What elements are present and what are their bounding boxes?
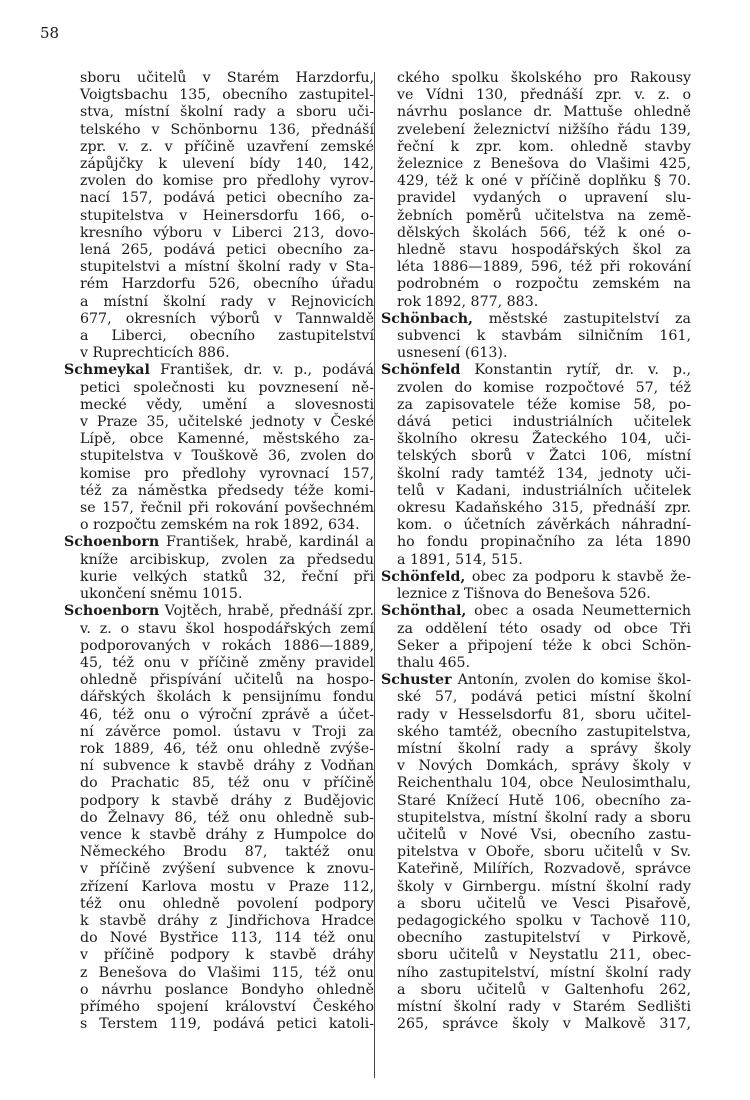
entry-heading: Schönbach, — [381, 310, 473, 327]
text-line — [64, 190, 374, 207]
line-text: zvolen do komise pro předlohy vyrov- — [80, 173, 374, 190]
line-text: ské 57, podává petici místní školní — [397, 689, 691, 706]
text-line — [64, 603, 374, 620]
line-text: řeční k zpr. kom. ohledně stavby — [397, 138, 691, 155]
text-line — [64, 362, 374, 379]
line-text: přímého spojení království Českého — [80, 998, 374, 1015]
text-line — [64, 552, 374, 569]
line-text: mecké vědy, umění a slovesnosti — [80, 396, 374, 413]
text-line — [381, 827, 691, 844]
line-text: Lípě, obce Kamenné, městského za- — [80, 431, 374, 448]
line-text: železnice z Benešova do Vlašimi 425, — [397, 156, 691, 173]
text-line — [64, 517, 374, 534]
line-text: kresního výboru v Liberci 213, dovo- — [80, 224, 374, 241]
line-text: 46, též onu o výroční zprávě a účet- — [80, 706, 374, 723]
text-line — [381, 139, 691, 156]
entry-heading: Schönfeld, — [381, 568, 466, 585]
line-text: komise pro předlohy vyrovnací 157, — [80, 465, 374, 482]
line-text: školní rady tamtéž 134, jednoty uči- — [397, 465, 691, 482]
text-line — [381, 208, 691, 225]
text-line — [381, 896, 691, 913]
text-line — [381, 242, 691, 259]
text-line — [64, 70, 374, 87]
text-line — [381, 913, 691, 930]
text-line — [381, 810, 691, 827]
text-line — [64, 689, 374, 706]
text-line — [381, 638, 691, 655]
line-text: návrhu poslance dr. Mattuše ohledně — [397, 104, 691, 121]
line-text: a místní školní rady v Rejnovicích — [80, 293, 374, 310]
entry-heading: Schoenborn — [64, 534, 160, 551]
line-text: kom. o účetních závěrkách náhradní- — [397, 517, 691, 534]
line-text: pravidel vydaných o upravení slu- — [397, 190, 691, 207]
text-line — [64, 741, 374, 758]
line-text: podporovaných v rokách 1886—1889, — [80, 637, 374, 654]
line-text: ve Vídni 130, přednáší zpr. v. z. o — [397, 87, 691, 104]
line-text: obec za podporu k stavbě že- — [465, 568, 691, 585]
entry-heading: Schönfeld — [381, 362, 461, 379]
text-line — [381, 879, 691, 896]
line-text: a 1891, 514, 515. — [397, 551, 523, 568]
text-line — [64, 638, 374, 655]
text-line — [381, 362, 691, 379]
line-text: zřízení Karlova mostu v Praze 112, — [80, 878, 374, 895]
line-text: do Nové Bystřice 113, 114 též onu — [80, 930, 374, 947]
text-line — [381, 156, 691, 173]
text-line — [64, 87, 374, 104]
line-text: sboru učitelů v Neystatlu 211, obec- — [397, 947, 691, 964]
line-text: sboru učitelů v Starém Harzdorfu, — [80, 70, 374, 86]
line-text: Konstantin rytíř, dr. v. p., — [460, 362, 691, 379]
line-text: zvelebení železnictví nižšího řádu 139, — [397, 121, 691, 138]
line-text: rok 1889, 46, též onu ohledně zvýše- — [80, 740, 374, 757]
line-text: thalu 465. — [397, 654, 471, 671]
text-line — [64, 345, 374, 362]
line-text: stupitelstva, místní školní rady a sboru — [397, 809, 691, 826]
line-text: František, hrabě, kardinál a — [159, 534, 374, 551]
text-line — [64, 483, 374, 500]
line-text: stva, místní školní rady a sboru uči- — [80, 104, 374, 121]
line-text: do Želnavy 86, též onu ohledně sub- — [80, 809, 374, 826]
text-line — [381, 259, 691, 276]
text-line — [64, 397, 374, 414]
line-text: subvenci k stavbám silničním 161, — [397, 328, 691, 345]
line-text: dělských školách 566, též k oné o- — [397, 224, 691, 241]
line-text: stupitelstva v Touškově 36, zvolen do — [80, 448, 374, 465]
line-text: petici společnosti ku povznesení ně- — [80, 379, 374, 396]
text-line — [381, 345, 691, 362]
page-number: 58 — [40, 24, 60, 42]
column-divider — [374, 72, 375, 1078]
text-line — [64, 724, 374, 741]
line-text: 265, správce školy v Malkově 317, — [397, 1016, 691, 1033]
text-line — [64, 294, 374, 311]
text-line — [381, 844, 691, 861]
line-text: kníže arcibiskup, zvolen za předsedu — [80, 551, 374, 568]
line-text: stupitelstva v Heinersdorfu 166, o- — [80, 207, 374, 224]
line-text: rady v Hesselsdorfu 81, sboru učitel- — [397, 706, 691, 723]
text-line — [381, 397, 691, 414]
line-text: žebních poměrů učitelstva na země- — [397, 207, 691, 224]
text-line — [381, 793, 691, 810]
text-line — [381, 466, 691, 483]
line-text: dává petici industriálních učitelek — [397, 414, 691, 431]
text-line — [381, 672, 691, 689]
text-line — [381, 448, 691, 465]
line-text: telských sborů v Žatci 106, místní — [397, 448, 691, 465]
text-line — [64, 913, 374, 930]
text-line — [381, 982, 691, 999]
line-text: místní školní rady v Starém Sedlišti — [397, 998, 691, 1015]
text-line — [381, 534, 691, 551]
text-line — [64, 861, 374, 878]
line-text: v příčině podpory k stavbě dráhy — [80, 947, 374, 964]
text-line — [64, 930, 374, 947]
line-text: ního zastupitelství, místní školní rady — [397, 964, 691, 981]
text-line — [64, 259, 374, 276]
text-line — [64, 208, 374, 225]
text-line — [64, 242, 374, 259]
text-line — [64, 844, 374, 861]
line-text: zpr. v. z. v příčině uzavření zemské — [80, 138, 374, 155]
line-text: usnesení (613). — [397, 345, 508, 362]
text-line — [64, 328, 374, 345]
line-text: pitelstva v Oboře, sboru učitelů v Sv. — [397, 844, 691, 861]
text-line — [64, 707, 374, 724]
text-line — [64, 156, 374, 173]
text-line — [64, 879, 374, 896]
text-line — [64, 586, 374, 603]
text-line — [381, 947, 691, 964]
text-line — [64, 810, 374, 827]
line-text: do Prachatic 85, též onu v příčině — [80, 775, 374, 792]
entry-heading: Schuster — [381, 672, 452, 689]
text-line — [64, 139, 374, 156]
line-text: Reichenthalu 104, obce Neulosimthalu, — [397, 775, 691, 792]
line-text: městské zastupitelství za — [472, 310, 691, 327]
line-text: v Nových Domkách, správy školy v — [397, 758, 691, 775]
text-line — [381, 328, 691, 345]
text-line — [64, 672, 374, 689]
line-text: v. z. o stavu škol hospodářských zemí — [80, 620, 374, 637]
text-line — [64, 466, 374, 483]
line-text: ohledně přispívání učitelů na hospo- — [80, 672, 374, 689]
line-text: zápůjčky k ulevení bídy 140, 142, — [80, 156, 374, 173]
text-line — [381, 552, 691, 569]
text-line — [64, 414, 374, 431]
line-text: s Terstem 119, podává petici katoli- — [80, 1016, 374, 1033]
line-text: František, dr. v. p., podává — [149, 362, 374, 379]
line-text: 429, též k oné v příčině doplňku § 70. — [397, 173, 691, 190]
text-line — [381, 999, 691, 1016]
text-line — [381, 586, 691, 603]
text-line — [64, 982, 374, 999]
line-text: se 157, řečnil při rokování povšechném — [80, 500, 374, 517]
text-line — [381, 930, 691, 947]
line-text: rém Harzdorfu 526, obecního úřadu — [80, 276, 374, 293]
text-line — [381, 500, 691, 517]
line-text: zvolen do komise rozpočtové 57, též — [397, 379, 691, 396]
line-text: leznice z Tišnova do Benešova 526. — [397, 586, 651, 603]
line-text: rok 1892, 877, 883. — [397, 293, 539, 310]
entry-heading: Schoenborn — [64, 603, 160, 620]
line-text: pedagogického spolku v Tachově 110, — [397, 912, 691, 929]
line-text: školy v Girnbergu. místní školní rady — [397, 878, 691, 895]
text-line — [64, 1016, 374, 1033]
line-text: okresu Kadaňského 315, přednáší zpr. — [397, 500, 691, 517]
line-text: léta 1886—1889, 596, též při rokování — [397, 259, 691, 276]
text-line — [381, 87, 691, 104]
text-line — [381, 655, 691, 672]
text-line — [381, 1016, 691, 1033]
line-text: též za náměstka předsedy téže komi- — [80, 482, 374, 499]
line-text: nací 157, podává petici obecního za- — [80, 190, 374, 207]
line-text: Antonín, zvolen do komise škol- — [451, 672, 691, 689]
text-line — [64, 173, 374, 190]
line-text: v Praze 35, učitelské jednoty v České — [80, 414, 374, 431]
text-line — [64, 947, 374, 964]
line-text: Německého Brodu 87, taktéž onu — [80, 844, 374, 861]
line-text: telů v Kadani, industriálních učitelek — [397, 482, 691, 499]
text-line — [64, 225, 374, 242]
text-line — [64, 104, 374, 121]
line-text: stupitelstvi a místní školní rady v Sta- — [80, 259, 374, 276]
index-column-left — [64, 70, 374, 1033]
text-line — [64, 896, 374, 913]
line-text: podrobném o rozpočtu zemském na — [397, 276, 691, 293]
text-line — [381, 122, 691, 139]
text-line — [381, 758, 691, 775]
line-text: 677, okresních výborů v Tannwaldě — [80, 310, 374, 327]
text-line — [64, 775, 374, 792]
line-text: podpory k stavbě dráhy z Budějovic — [80, 792, 374, 809]
text-line — [64, 793, 374, 810]
line-text: Seker a připojení téže k obci Schön- — [397, 637, 691, 654]
entry-heading: Schmeykal — [64, 362, 150, 379]
text-line — [381, 689, 691, 706]
line-text: obec a osada Neumetternich — [466, 603, 691, 620]
line-text: učitelů v Nové Vsi, obecního zastu- — [397, 826, 691, 843]
text-line — [64, 569, 374, 586]
text-line — [64, 965, 374, 982]
line-text: a Liberci, obecního zastupitelství — [80, 328, 374, 345]
text-line — [381, 775, 691, 792]
text-line — [381, 724, 691, 741]
line-text: lená 265, podává petici obecního za- — [80, 242, 374, 259]
line-text: kurie velkých statků 32, řeční při — [80, 568, 374, 585]
line-text: místní školní rady a správy školy — [397, 740, 691, 757]
text-line — [64, 827, 374, 844]
text-line — [381, 225, 691, 242]
line-text: ckého spolku školského pro Rakousy — [397, 70, 691, 86]
line-text: Vojtěch, hrabě, přednáší zpr. — [159, 603, 374, 620]
text-line — [64, 534, 374, 551]
line-text: telského v Schönbornu 136, přednáší — [80, 121, 374, 138]
text-line — [381, 294, 691, 311]
line-text: 45, též onu v příčině změny pravidel — [80, 654, 374, 671]
text-line — [64, 431, 374, 448]
line-text: ní závěrce pomol. ústavu v Troji za — [80, 723, 374, 740]
line-text: o návrhu poslance Bondyho ohledně — [80, 981, 374, 998]
text-line — [64, 999, 374, 1016]
line-text: vence k stavbě dráhy z Humpolce do — [80, 826, 374, 843]
text-line — [381, 173, 691, 190]
line-text: hledně stavu hospodářských škol za — [397, 242, 691, 259]
text-line — [381, 741, 691, 758]
text-line — [64, 380, 374, 397]
line-text: ho fondu propinačního za léta 1890 — [397, 534, 691, 551]
text-line — [381, 517, 691, 534]
text-line — [64, 500, 374, 517]
text-line — [64, 311, 374, 328]
text-line — [381, 380, 691, 397]
text-line — [381, 483, 691, 500]
line-text: o rozpočtu zemském na rok 1892, 634. — [80, 517, 360, 534]
text-line — [381, 70, 691, 87]
line-text: Voigtsbachu 135, obecního zastupitel- — [80, 87, 374, 104]
line-text: ukončení sněmu 1015. — [80, 586, 243, 603]
line-text: v příčině zvýšení subvence k znovu- — [80, 861, 374, 878]
line-text: a sboru učitelů v Galtenhofu 262, — [397, 981, 691, 998]
line-text: též onu ohledně povolení podpory — [80, 895, 374, 912]
text-line — [381, 569, 691, 586]
text-line — [381, 707, 691, 724]
text-line — [381, 414, 691, 431]
text-line — [381, 104, 691, 121]
text-line — [381, 311, 691, 328]
text-line — [64, 621, 374, 638]
text-line — [64, 276, 374, 293]
entry-heading: Schönthal, — [381, 603, 467, 620]
text-line — [381, 621, 691, 638]
line-text: za oddělení této osady od obce Tři — [397, 620, 691, 637]
text-line — [381, 431, 691, 448]
text-line — [64, 122, 374, 139]
line-text: a sboru učitelů ve Vesci Pisařově, — [397, 895, 691, 912]
line-text: Kateřině, Milířích, Rozvadově, správce — [397, 861, 691, 878]
line-text: ní subvence k stavbě dráhy z Vodňan — [80, 758, 374, 775]
text-line — [64, 758, 374, 775]
line-text: k stavbě dráhy z Jindřichova Hradce — [80, 912, 374, 929]
line-text: Staré Knížecí Hutě 106, obecního za- — [397, 792, 691, 809]
text-line — [381, 861, 691, 878]
text-line — [381, 276, 691, 293]
text-line — [381, 603, 691, 620]
text-line — [381, 190, 691, 207]
line-text: z Benešova do Vlašimi 115, též onu — [80, 964, 374, 981]
index-column-right — [381, 70, 691, 1033]
line-text: dářských školách k pensijnímu fondu — [80, 689, 374, 706]
text-line — [381, 965, 691, 982]
line-text: obecního zastupitelství v Pirkově, — [397, 930, 691, 947]
line-text: školního okresu Žateckého 104, uči- — [397, 431, 691, 448]
text-line — [64, 448, 374, 465]
text-line — [64, 655, 374, 672]
line-text: ského tamtéž, obecního zastupitelstva, — [397, 723, 691, 740]
line-text: v Ruprechticích 886. — [80, 345, 230, 362]
line-text: za zapisovatele téže komise 58, po- — [397, 396, 691, 413]
